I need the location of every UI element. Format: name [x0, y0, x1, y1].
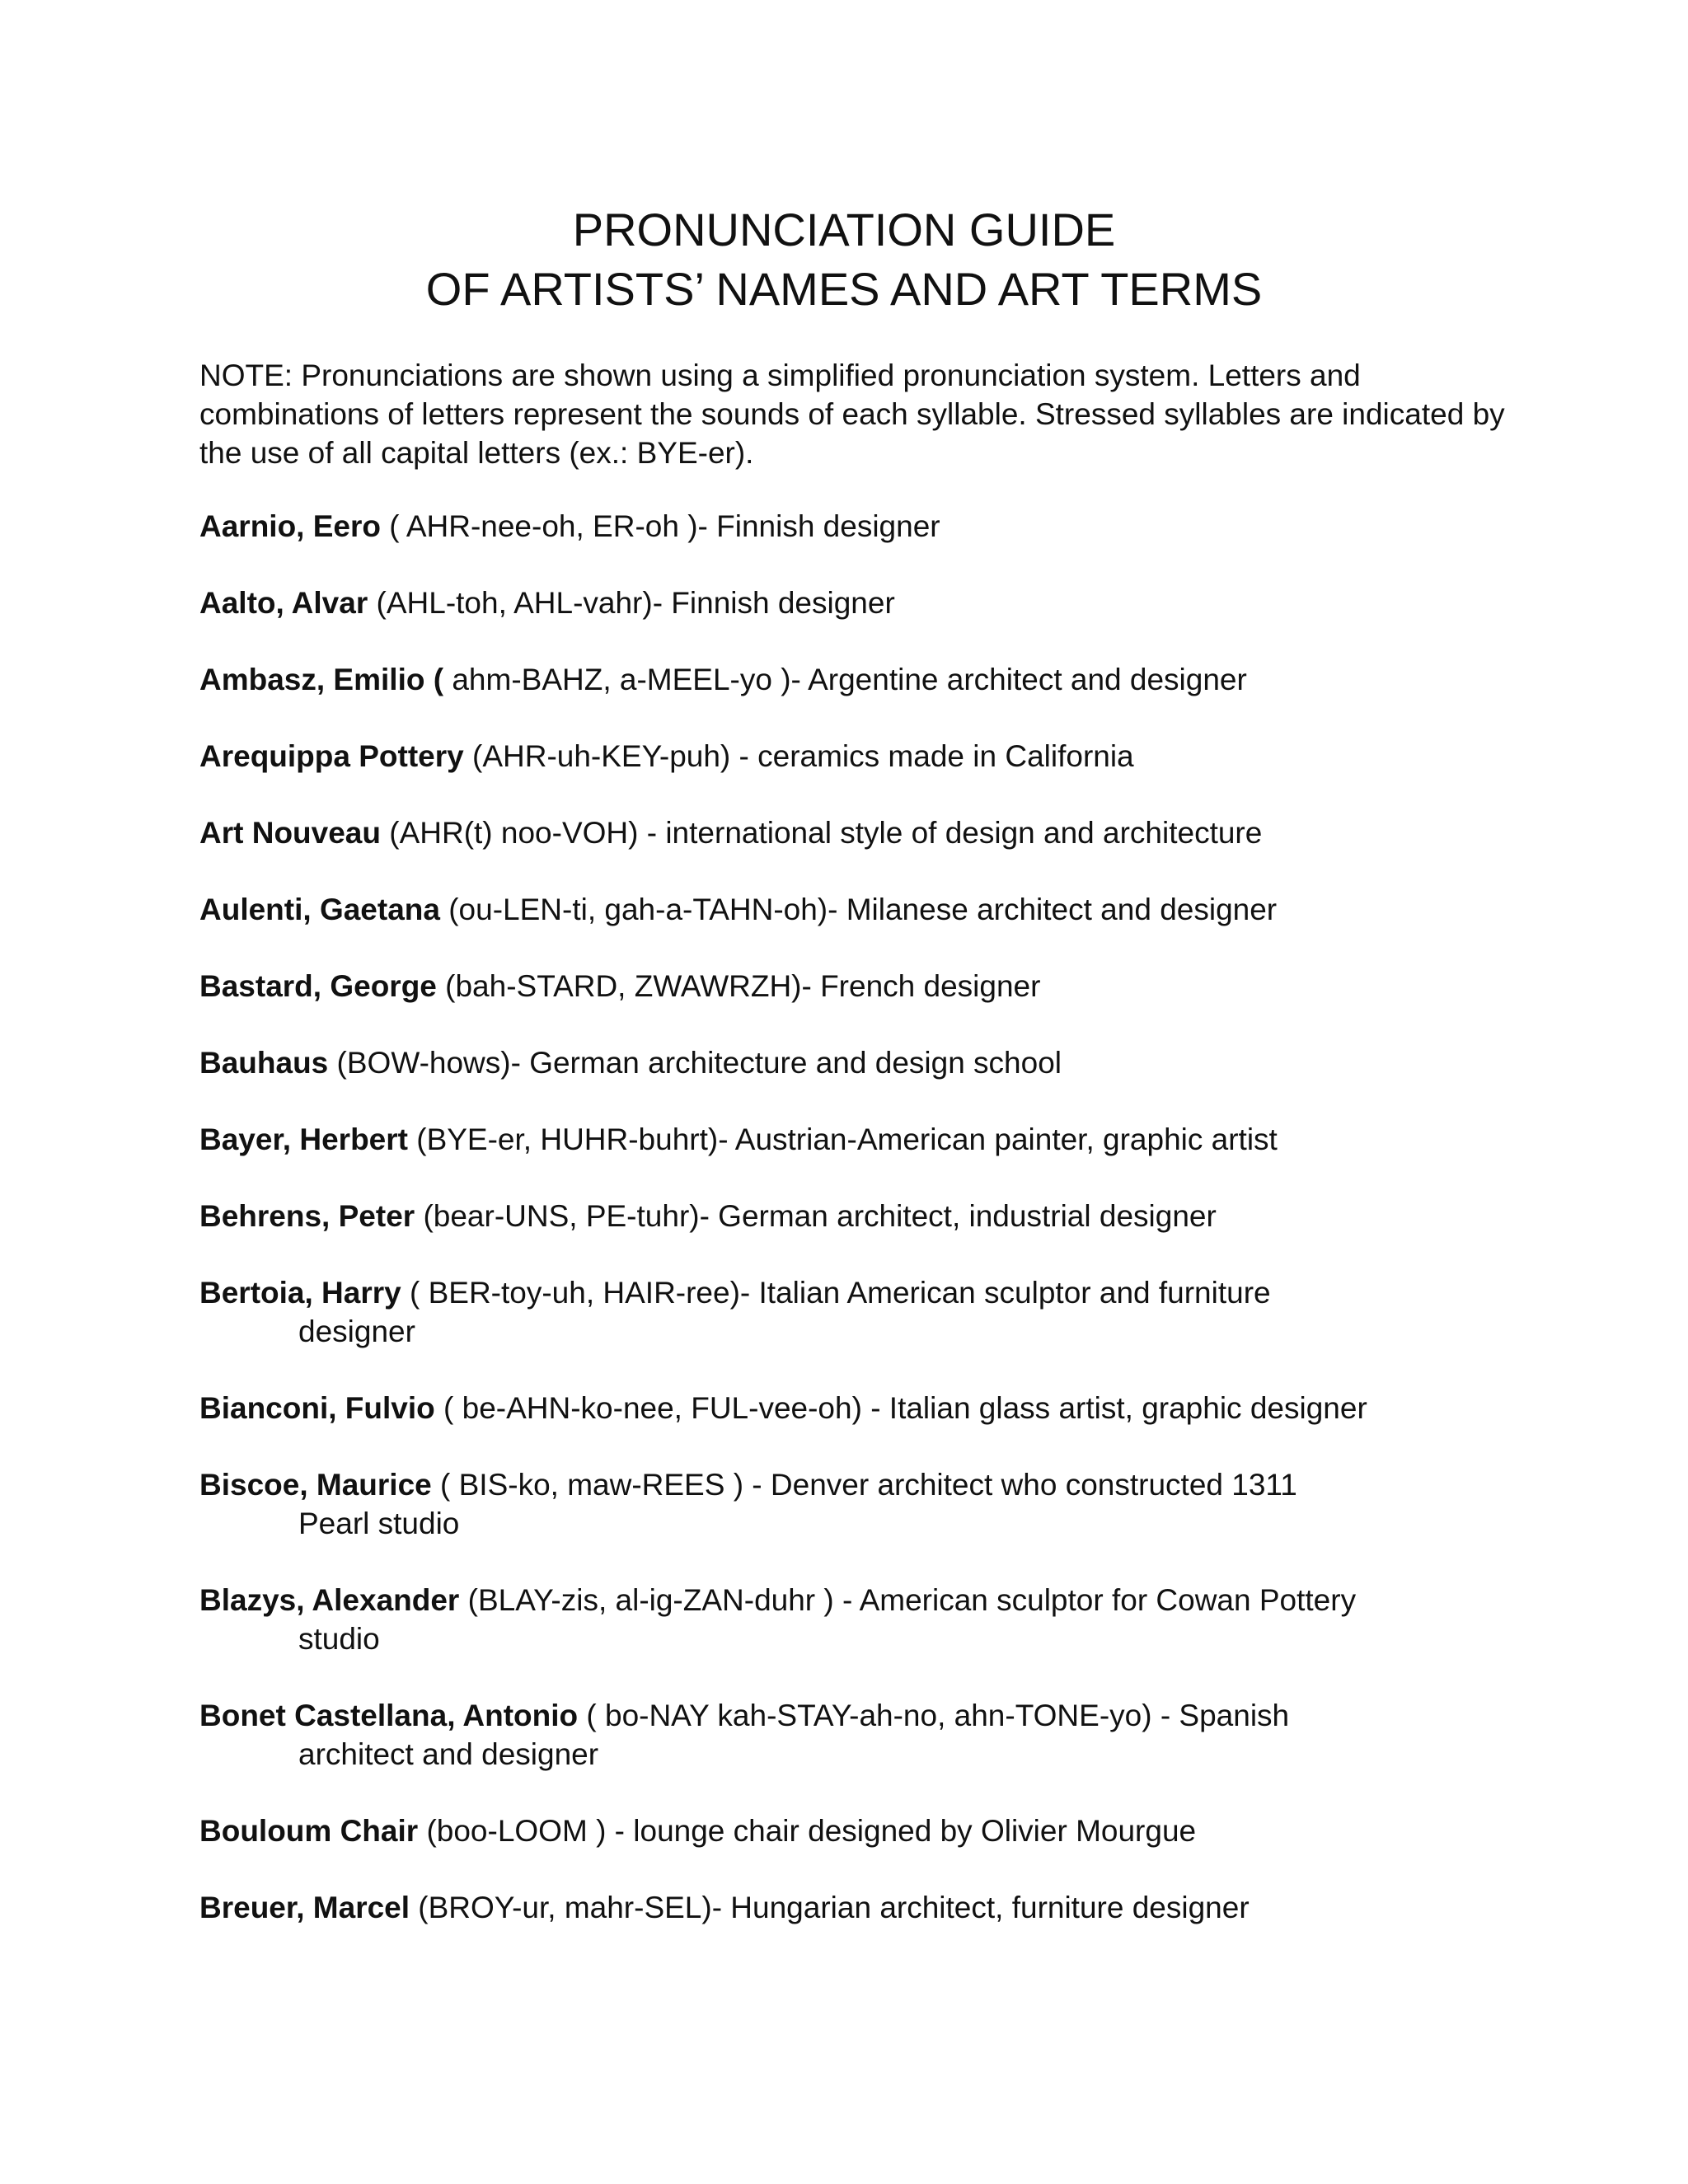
entry-term: Ambasz, Emilio ( — [199, 663, 444, 696]
entry-description: ( BIS-ko, maw-REES ) - Denver architect who constructed 1311 — [431, 1468, 1297, 1502]
entry-term: Aalto, Alvar — [199, 586, 368, 620]
entry-item — [199, 813, 1510, 852]
page-title-line-1: PRONUNCIATION GUIDE — [572, 204, 1116, 255]
entry-term: Behrens, Peter — [199, 1199, 415, 1233]
entry-term: Bouloum Chair — [199, 1814, 419, 1848]
entry-item — [199, 1120, 1510, 1159]
entry-description: (BLAY-zis, al-ig-ZAN-duhr ) - American sculptor for Cowan Pottery — [459, 1583, 1357, 1617]
entry-description: (boo-LOOM ) - lounge chair designed by Olivier Mourgue — [418, 1814, 1197, 1848]
entry-description: (BROY-ur, mahr-SEL)- Hungarian architect, furniture designer — [410, 1891, 1250, 1924]
entry-term: Aarnio, Eero — [199, 509, 381, 543]
entry-term: Arequippa Pottery — [199, 739, 464, 773]
entry-description: (ou-LEN-ti, gah-a-TAHN-oh)- Milanese architect and designer — [439, 893, 1278, 926]
entry-continuation: studio — [298, 1622, 380, 1656]
entry-term: Blazys, Alexander — [199, 1583, 460, 1617]
entry-term: Bianconi, Fulvio — [199, 1391, 435, 1425]
entry-item — [199, 1043, 1510, 1082]
entry-term: Art Nouveau — [199, 816, 381, 850]
entry-term: Breuer, Marcel — [199, 1891, 410, 1924]
entry-continuation: Pearl studio — [298, 1507, 460, 1540]
entry-term: Bastard, George — [199, 969, 437, 1003]
entry-item — [199, 890, 1510, 929]
entry-term: Bauhaus — [199, 1046, 329, 1080]
entry-description: ahm-BAHZ, a-MEEL-yo )- Argentine architect and designer — [443, 663, 1247, 696]
note-paragraph: NOTE: Pronunciations are shown using a simplified pronunciation system. Letters and combinations of letters represent the sounds of each syllable. Stressed syllables are indicated by the use of all capital letters (ex.: BYE-er). — [199, 359, 1505, 470]
entry-item — [199, 1888, 1510, 1927]
entry-term: Biscoe, Maurice — [199, 1468, 432, 1502]
entry-item — [199, 1696, 1510, 1774]
entry-item — [199, 1465, 1510, 1543]
entry-item — [199, 1389, 1510, 1427]
entry-description: (BYE-er, HUHR-buhrt)- Austrian-American painter, graphic artist — [407, 1122, 1278, 1156]
entry-term: Aulenti, Gaetana — [199, 893, 440, 926]
entry-term: Bertoia, Harry — [199, 1276, 401, 1310]
entry-description: (bah-STARD, ZWAWRZH)- French designer — [436, 969, 1041, 1003]
entry-item — [199, 583, 1510, 622]
page-title-line-2: OF ARTISTS’ NAMES AND ART TERMS — [425, 263, 1263, 315]
entry-item — [199, 507, 1510, 546]
entry-item — [199, 1197, 1510, 1235]
entry-description: (BOW-hows)- German architecture and design school — [328, 1046, 1062, 1080]
entry-description: (AHL-toh, AHL-vahr)- Finnish designer — [368, 586, 895, 620]
entry-item — [199, 737, 1510, 776]
entry-description: ( bo-NAY kah-STAY-ah-no, ahn-TONE-yo) - Spanish — [578, 1699, 1290, 1732]
entry-continuation: architect and designer — [298, 1737, 599, 1771]
entry-item — [199, 967, 1510, 1005]
entry-description: (AHR(t) noo-VOH) - international style of design and architecture — [380, 816, 1263, 850]
entry-description: (AHR-uh-KEY-puh) - ceramics made in California — [463, 739, 1134, 773]
entry-description: ( BER-toy-uh, HAIR-ree)- Italian American sculptor and furniture — [401, 1276, 1271, 1310]
entry-term: Bonet Castellana, Antonio — [199, 1699, 579, 1732]
entry-continuation: designer — [298, 1315, 415, 1348]
entry-description: (bear-UNS, PE-tuhr)- German architect, industrial designer — [415, 1199, 1217, 1233]
entry-description: ( be-AHN-ko-nee, FUL-vee-oh) - Italian glass artist, graphic designer — [434, 1391, 1367, 1425]
entry-item — [199, 1811, 1510, 1850]
entry-description: ( AHR-nee-oh, ER-oh )- Finnish designer — [381, 509, 940, 543]
entry-item — [199, 660, 1510, 699]
entry-item — [199, 1273, 1510, 1351]
entry-item — [199, 1581, 1510, 1658]
entry-term: Bayer, Herbert — [199, 1122, 408, 1156]
